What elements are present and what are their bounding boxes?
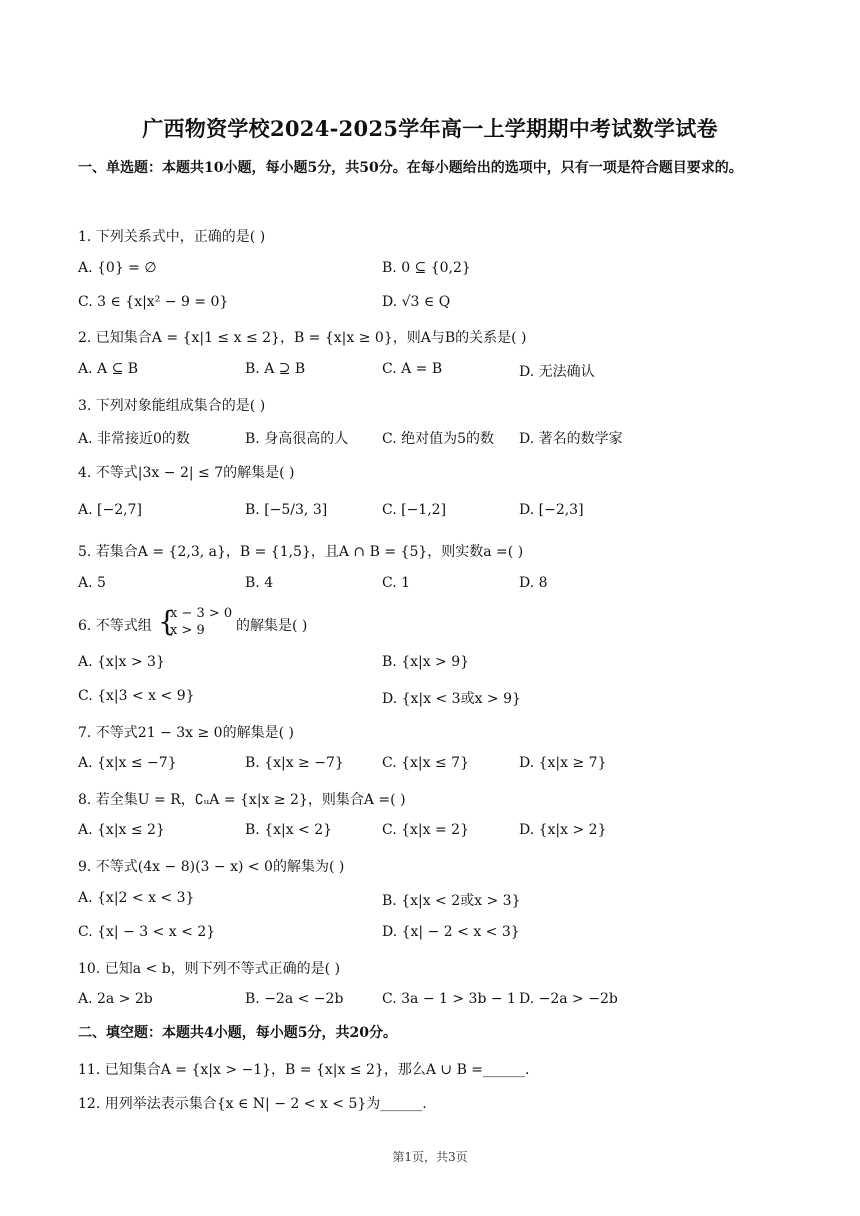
q6-brace: { xyxy=(158,605,176,638)
q1-option-c: C. 3 ∈ {x|x² − 9 = 0} xyxy=(78,294,229,310)
q10-option-d: D. −2a > −2b xyxy=(519,991,618,1007)
q8-option-a: A. {x|x ≤ 2} xyxy=(78,822,165,838)
q6-system-line-1: x − 3 > 0 xyxy=(170,606,233,621)
q5-option-a: A. 5 xyxy=(78,575,106,591)
question-7-stem: 7. 不等式21 − 3x ≥ 0的解集是( ) xyxy=(78,725,294,741)
q1-option-d: D. √3 ∈ Q xyxy=(382,294,451,310)
q9-option-a: A. {x|2 < x < 3} xyxy=(78,890,195,906)
q5-option-c: C. 1 xyxy=(382,575,411,591)
q6-system-line-2: x > 9 xyxy=(170,623,205,638)
q2-option-d: D. 无法确认 xyxy=(519,364,595,380)
q9-option-d: D. {x| − 2 < x < 3} xyxy=(382,924,520,940)
q4-option-d: D. [−2,3] xyxy=(519,502,584,518)
question-4-stem: 4. 不等式|3x − 2| ≤ 7的解集是( ) xyxy=(78,465,295,481)
q7-option-c: C. {x|x ≤ 7} xyxy=(382,755,469,771)
q9-option-c: C. {x| − 3 < x < 2} xyxy=(78,924,216,940)
question-11-stem: 11. 已知集合A = {x|x > −1}，B = {x|x ≤ 2}，那么A ∪ B =______. xyxy=(78,1062,530,1078)
question-3-stem: 3. 下列对象能组成集合的是( ) xyxy=(78,398,266,414)
q7-option-a: A. {x|x ≤ −7} xyxy=(78,755,177,771)
q9-option-b: B. {x|x < 2或x > 3} xyxy=(382,893,521,909)
q6-option-d: D. {x|x < 3或x > 9} xyxy=(382,691,521,707)
q2-option-a: A. A ⊆ B xyxy=(78,361,139,377)
q5-option-b: B. 4 xyxy=(245,575,274,591)
q3-option-c: C. 绝对值为5的数 xyxy=(382,431,495,447)
q6-stem-suffix: 的解集是( ) xyxy=(236,618,308,634)
q6-option-b: B. {x|x > 9} xyxy=(382,654,470,670)
q7-option-b: B. {x|x ≥ −7} xyxy=(245,755,344,771)
q6-stem-prefix: 6. 不等式组 xyxy=(78,618,152,634)
q8-option-b: B. {x|x < 2} xyxy=(245,822,333,838)
q5-option-d: D. 8 xyxy=(519,575,548,591)
q4-option-a: A. [−2,7] xyxy=(78,502,142,518)
q3-option-d: D. 著名的数学家 xyxy=(519,431,623,447)
q10-option-a: A. 2a > 2b xyxy=(78,991,153,1007)
section-2-heading: 二、填空题：本题共4小题，每小题5分，共20分。 xyxy=(78,1025,397,1041)
q2-option-c: C. A = B xyxy=(382,361,443,377)
q4-option-b: B. [−5/3, 3] xyxy=(245,502,328,518)
q6-option-a: A. {x|x > 3} xyxy=(78,654,165,670)
exam-title: 广西物资学校2024-2025学年高一上学期期中考试数学试卷 xyxy=(142,116,718,141)
q8-option-c: C. {x|x = 2} xyxy=(382,822,469,838)
section-1-heading: 一、单选题：本题共10小题，每小题5分，共50分。在每小题给出的选项中，只有一项是符合题目要求的。 xyxy=(78,160,743,176)
q1-option-a: A. {0} = ∅ xyxy=(78,260,157,276)
q8-option-d: D. {x|x > 2} xyxy=(519,822,607,838)
question-2-stem: 2. 已知集合A = {x|1 ≤ x ≤ 2}，B = {x|x ≥ 0}，则A与B的关系是( ) xyxy=(78,330,527,346)
q10-option-c: C. 3a − 1 > 3b − 1 xyxy=(382,991,516,1007)
q1-option-b: B. 0 ⊆ {0,2} xyxy=(382,260,471,276)
q7-option-d: D. {x|x ≥ 7} xyxy=(519,755,607,771)
question-12-stem: 12. 用列举法表示集合{x ∈ N| − 2 < x < 5}为______. xyxy=(78,1096,427,1112)
question-1-stem: 1. 下列关系式中，正确的是( ) xyxy=(78,229,266,245)
q6-option-c: C. {x|3 < x < 9} xyxy=(78,688,195,704)
question-8-stem: 8. 若全集U = R，∁ᵤA = {x|x ≥ 2}，则集合A =( ) xyxy=(78,792,406,808)
question-6-stem xyxy=(78,615,152,635)
q3-option-b: B. 身高很高的人 xyxy=(245,431,349,447)
q4-option-c: C. [−1,2] xyxy=(382,502,447,518)
page-footer: 第1页，共3页 xyxy=(392,1150,468,1164)
q10-option-b: B. −2a < −2b xyxy=(245,991,344,1007)
q2-option-b: B. A ⊇ B xyxy=(245,361,306,377)
question-5-stem: 5. 若集合A = {2,3, a}，B = {1,5}，且A ∩ B = {5}，则实数a =( ) xyxy=(78,544,524,560)
question-9-stem: 9. 不等式(4x − 8)(3 − x) < 0的解集为( ) xyxy=(78,859,345,875)
question-10-stem: 10. 已知a < b，则下列不等式正确的是( ) xyxy=(78,961,341,977)
q3-option-a: A. 非常接近0的数 xyxy=(78,431,190,447)
